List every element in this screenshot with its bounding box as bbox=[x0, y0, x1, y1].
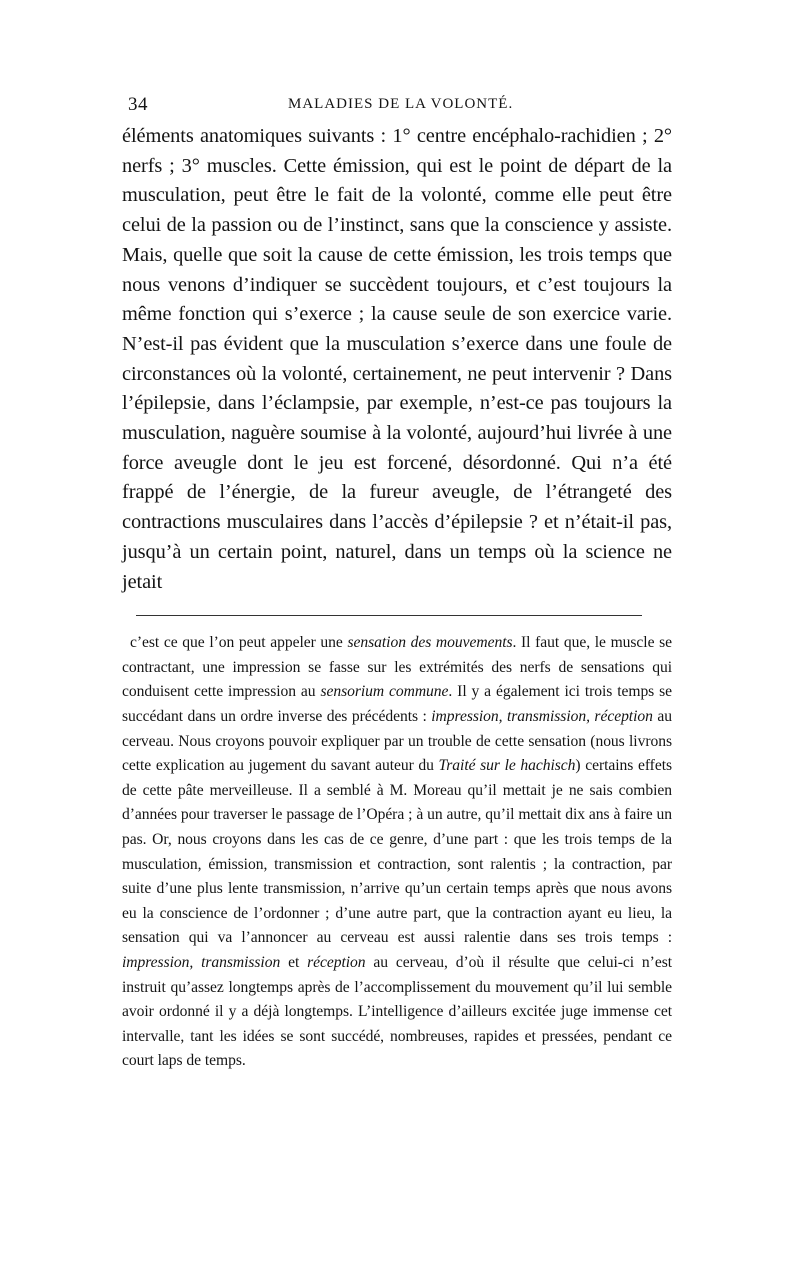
footnote-italic: impression, transmission, réception bbox=[431, 708, 653, 726]
footnote bbox=[122, 631, 672, 1074]
running-head bbox=[122, 88, 672, 118]
page-number: 34 bbox=[128, 94, 148, 115]
body-paragraph: éléments anatomiques suivants : 1° centre encéphalo-rachidien ; 2° nerfs ; 3° muscles. Cette émission, qui est le point de départ de la musculation, peut être le fait de la volonté, comme elle peut être celui de la passion ou de l’instinct, sans que la conscience y assiste. Mais, quelle que soit la cause de cette émission, les trois temps que nous venons d’indiquer se succèdent toujours, et c’est toujours la même fonction qui s’exerce ; la cause seule de son exercice varie. N’est-il pas évident que la musculation s’exerce dans une foule de circonstances où la volonté, certainement, ne peut intervenir ? Dans l’épilepsie, dans l’éclampsie, par exemple, n’est-ce pas toujours la musculation, naguère soumise à la volonté, aujourd’hui livrée à une force aveugle dont le jeu est forcené, désordonné. Qui n’a été frappé de l’énergie, de la fureur aveugle, de l’étrangeté des contractions musculaires dans l’accès d’épilepsie ? et n’était-il pas, jusqu’à un certain point, naturel, dans un temps où la science ne jetait bbox=[122, 125, 672, 593]
footnote-text: . Il y a également ici trois temps se succédant dans un ordre inverse des précédents : bbox=[122, 683, 673, 726]
footnote-text: au cerveau, d’où il résulte que celui-ci n’est instruit qu’assez longtemps après de l’accomplissement du mouvement qu’il lui semble avoir ordonné il y a déjà longtemps. L’intelligence d’ailleurs excitée juge immense cet intervalle, tant les idées se sont succédé, nombreuses, rapides et pressées, pendant ce court laps de temps. bbox=[122, 953, 672, 1070]
running-title: MALADIES DE LA VOLONTÉ. bbox=[288, 96, 514, 112]
footnote-italic: impression, transmission bbox=[122, 953, 281, 971]
footnote-text: au cerveau. Nous croyons pouvoir expliquer par un trouble de cette sensation (nous livrons cette explication au jugement du savant auteur du bbox=[122, 708, 672, 775]
book-page bbox=[122, 88, 672, 1074]
footnote-italic: Traité sur le hachisch bbox=[438, 757, 576, 775]
footnote-italic: sensation des mouvements bbox=[347, 634, 513, 652]
footnote-italic: réception bbox=[307, 953, 366, 971]
footnote-text: . Il faut que, le muscle se contractant, une impression se fasse sur les extrémités des nerfs de sensations qui conduisent cette impression au bbox=[122, 634, 673, 701]
footnote-italic: sensorium commune bbox=[320, 683, 449, 701]
footnote-text: c’est ce que l’on peut appeler une bbox=[130, 634, 348, 652]
footnote-text: et bbox=[280, 953, 308, 971]
footnote-rule bbox=[136, 615, 642, 616]
footnote-text: ) certains effets de cette pâte merveilleuse. Il a semblé à M. Moreau qu’il mettait je ne sais combien d’années pour traverser le passage de l’Opéra ; à un autre, qu’il mettait dix ans à faire un pas. Or, nous croyons dans les cas de ce genre, d’une part : que les trois temps de la musculation, émission, transmission et contraction, sont ralentis ; la contraction, par suite d’une plus lente transmission, n’arrive qu’un certain temps après que nous avons eu la conscience de l’ordonner ; d’une autre part, que la contraction ayant eu lieu, la sensation qui va l’annoncer au cerveau est aussi ralentie dans ses trois temps : bbox=[122, 757, 672, 947]
